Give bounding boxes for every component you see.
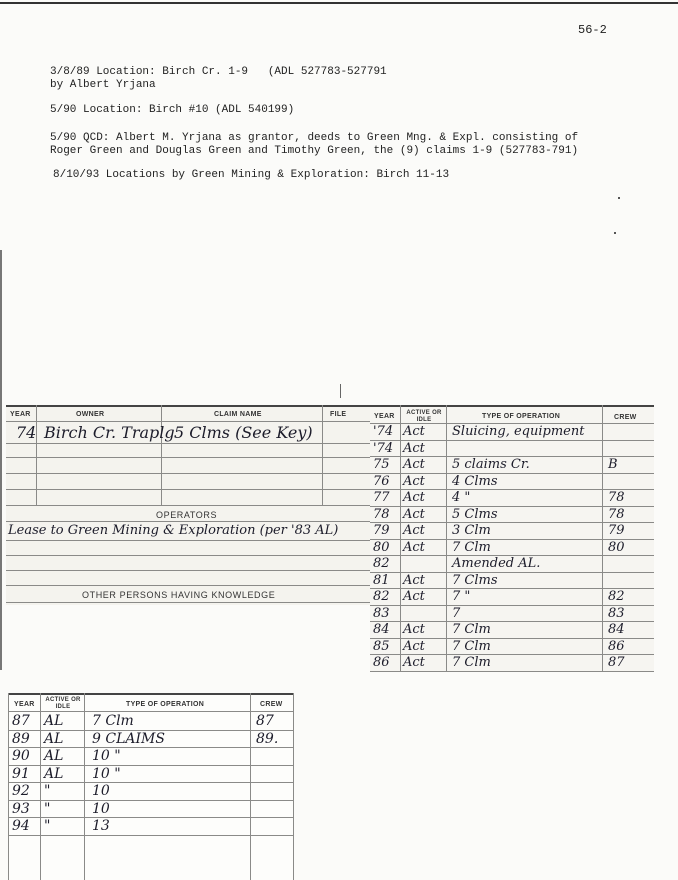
cell-crew: 82 bbox=[608, 589, 625, 604]
cell-active: AL bbox=[44, 713, 64, 729]
cell-crew: 80 bbox=[608, 539, 625, 555]
header-owner: OWNER bbox=[76, 411, 105, 418]
typed-line-2: by Albert Yrjana bbox=[50, 79, 156, 91]
cell-active: Act bbox=[403, 440, 425, 456]
cell-year: 94 bbox=[12, 818, 30, 834]
cell-active: AL bbox=[44, 730, 64, 747]
header-claim-name: CLAIM NAME bbox=[214, 411, 262, 418]
scan-speck bbox=[614, 232, 616, 234]
cell-year: 75 bbox=[373, 457, 390, 472]
cell-type: 5 claims Cr. bbox=[452, 457, 530, 472]
cell-active: Act bbox=[403, 490, 425, 505]
cell-crew: 87 bbox=[256, 713, 274, 729]
header-year: YEAR bbox=[10, 411, 31, 418]
cell-crew: 84 bbox=[608, 622, 625, 637]
cell-year: '74 bbox=[373, 440, 394, 456]
operations-card-continued bbox=[8, 693, 294, 880]
cell-type: 7 Clm bbox=[452, 539, 491, 555]
cell-crew: 87 bbox=[608, 655, 625, 670]
cell-year: 79 bbox=[373, 523, 390, 538]
cell-crew: 89. bbox=[256, 730, 279, 747]
cell-type: 13 bbox=[92, 818, 110, 834]
cell-year: 84 bbox=[373, 622, 390, 637]
cell-crew: 86 bbox=[608, 638, 625, 654]
cell-year: '74 bbox=[373, 424, 394, 439]
typed-line-4: 5/90 QCD: Albert M. Yrjana as grantor, deeds to Green Mng. & Expl. consisting of bbox=[50, 132, 579, 144]
scan-left-edge bbox=[0, 250, 2, 670]
right-header-year: YEAR bbox=[374, 413, 395, 420]
cell-crew: 78 bbox=[608, 490, 625, 505]
page-number: 56-2 bbox=[578, 23, 607, 37]
scan-speck bbox=[340, 384, 341, 398]
cell-active: " bbox=[44, 783, 51, 799]
cell-active: Act bbox=[403, 638, 425, 654]
cell-active: Act bbox=[403, 655, 425, 670]
cell-active: Act bbox=[403, 539, 425, 555]
cell-active: Act bbox=[403, 622, 425, 637]
cell-type: 7 " bbox=[452, 589, 471, 604]
entry-year: 74 bbox=[16, 423, 37, 442]
right-header-active: ACTIVE OR IDLE bbox=[406, 410, 442, 423]
cell-crew: 83 bbox=[608, 605, 625, 621]
claim-card bbox=[6, 405, 370, 605]
cell-active: Act bbox=[403, 473, 425, 489]
bottom-header-crew: CREW bbox=[260, 701, 283, 708]
cell-active: " bbox=[44, 818, 51, 834]
cell-type: 7 bbox=[452, 605, 461, 621]
cell-type: Sluicing, equipment bbox=[452, 424, 585, 439]
right-header-type: TYPE OF OPERATION bbox=[482, 413, 561, 420]
typed-line-1: 3/8/89 Location: Birch Cr. 1-9 (ADL 527783-527791 bbox=[50, 66, 387, 78]
cell-type: 7 Clms bbox=[452, 572, 498, 588]
row-rule bbox=[370, 671, 654, 672]
cell-type: 7 Clm bbox=[452, 638, 491, 654]
scan-speck bbox=[618, 197, 620, 199]
bottom-header-type: TYPE OF OPERATION bbox=[126, 701, 205, 708]
cell-type: Amended AL. bbox=[452, 556, 541, 571]
cell-active: Act bbox=[403, 572, 425, 588]
cell-crew: 79 bbox=[608, 523, 625, 538]
cell-year: 77 bbox=[373, 490, 390, 505]
cell-active: Act bbox=[403, 589, 425, 604]
cell-active: AL bbox=[44, 748, 64, 764]
cell-type: 10 bbox=[92, 800, 110, 817]
operator-entry: Lease to Green Mining & Exploration (per '83 AL) bbox=[8, 523, 339, 538]
cell-type: 7 Clm bbox=[452, 622, 491, 637]
typed-line-6: 8/10/93 Locations by Green Mining & Exploration: Birch 11-13 bbox=[53, 169, 450, 181]
other-persons-label: OTHER PERSONS HAVING KNOWLEDGE bbox=[82, 590, 276, 600]
cell-type: 10 " bbox=[92, 765, 121, 782]
row-rule bbox=[8, 835, 294, 836]
cell-active: Act bbox=[403, 424, 425, 439]
cell-year: 92 bbox=[12, 783, 30, 799]
scan-top-edge bbox=[0, 2, 678, 4]
cell-active: AL bbox=[44, 765, 64, 782]
cell-type: 10 bbox=[92, 783, 110, 799]
cell-active: Act bbox=[403, 457, 425, 472]
cell-active: Act bbox=[403, 506, 425, 522]
cell-year: 93 bbox=[12, 800, 30, 817]
entry-claim-name: 5 Clms (See Key) bbox=[174, 423, 313, 442]
cell-year: 78 bbox=[373, 506, 390, 522]
bottom-header-active: ACTIVE OR IDLE bbox=[45, 697, 81, 710]
cell-year: 90 bbox=[12, 748, 30, 764]
typed-line-5: Roger Green and Douglas Green and Timothy Green, the (9) claims 1-9 (527783-791) bbox=[50, 145, 579, 157]
cell-year: 86 bbox=[373, 655, 390, 670]
row-rule bbox=[8, 800, 294, 801]
row-rule bbox=[8, 817, 294, 818]
typed-line-3: 5/90 Location: Birch #10 (ADL 540199) bbox=[50, 104, 295, 116]
cell-type: 5 Clms bbox=[452, 506, 498, 522]
row-rule bbox=[8, 782, 294, 783]
cell-year: 76 bbox=[373, 473, 390, 489]
cell-type: 7 Clm bbox=[452, 655, 491, 670]
cell-year: 85 bbox=[373, 638, 390, 654]
entry-owner: Birch Cr. Traplg bbox=[44, 423, 175, 442]
cell-type: 7 Clm bbox=[92, 713, 134, 729]
bottom-header-year: YEAR bbox=[14, 701, 35, 708]
cell-year: 81 bbox=[373, 572, 390, 588]
cell-type: 10 " bbox=[92, 748, 121, 764]
cell-type: 4 " bbox=[452, 490, 471, 505]
cell-year: 83 bbox=[373, 605, 390, 621]
cell-crew: 78 bbox=[608, 506, 625, 522]
cell-active: Act bbox=[403, 523, 425, 538]
right-header-crew: CREW bbox=[614, 414, 637, 421]
cell-crew: B bbox=[608, 457, 618, 472]
operators-label: OPERATORS bbox=[156, 510, 218, 520]
cell-active: " bbox=[44, 800, 51, 817]
header-file: FILE bbox=[330, 411, 347, 418]
cell-year: 80 bbox=[373, 539, 390, 555]
cell-type: 3 Clm bbox=[452, 523, 491, 538]
cell-year: 89 bbox=[12, 730, 30, 747]
cell-type: 4 Clms bbox=[452, 473, 498, 489]
cell-type: 9 CLAIMS bbox=[92, 730, 165, 747]
cell-year: 82 bbox=[373, 556, 390, 571]
cell-year: 87 bbox=[12, 713, 30, 729]
operations-card bbox=[370, 405, 654, 671]
cell-year: 82 bbox=[373, 589, 390, 604]
cell-year: 91 bbox=[12, 765, 30, 782]
